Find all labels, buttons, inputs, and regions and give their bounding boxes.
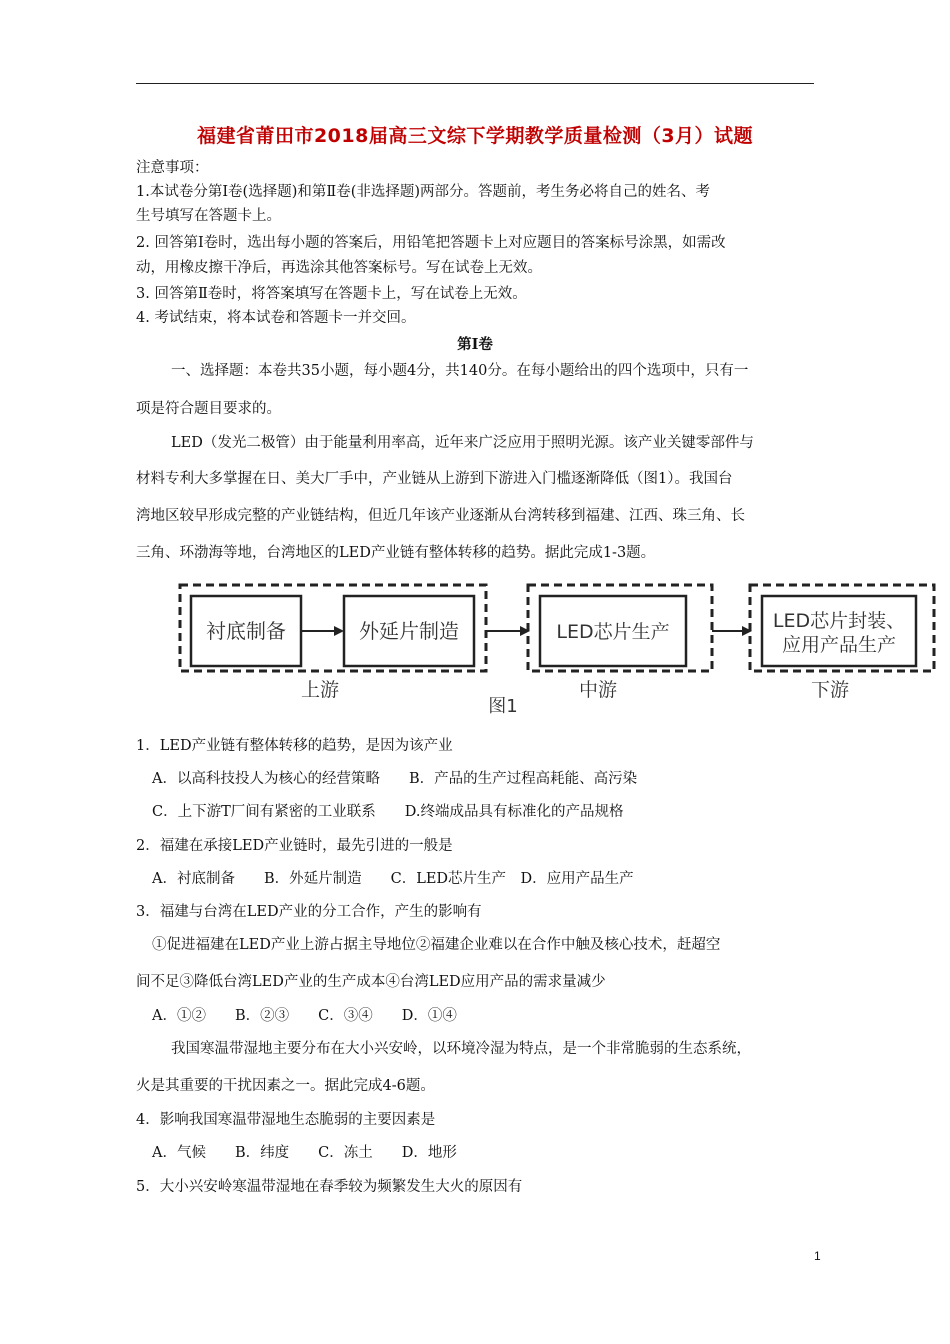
question-5: 5．大小兴安岭寒温带湿地在春季较为频繁发生大火的原因有 <box>136 1179 523 1195</box>
figure-caption: 图1 <box>488 696 518 717</box>
section-title: 第Ⅰ卷 <box>457 336 493 353</box>
box-epitaxy-label: 外延片制造 <box>359 619 459 643</box>
intro-line: 项是符合题目要求的。 <box>136 401 281 417</box>
note-line: 2. 回答第Ⅰ卷时，选出每小题的答案后，用铅笔把答题卡上对应题目的答案标号涂黑，如需改 <box>136 235 726 251</box>
industry-chain-figure <box>170 578 940 723</box>
box-packaging-label-2: 应用产品生产 <box>781 634 897 656</box>
note-line: 4. 考试结束，将本试卷和答题卡一并交回。 <box>136 310 416 326</box>
question-3-options: A．①② B．②③ C．③④ D．①④ <box>152 1008 457 1024</box>
question-3: 3．福建与台湾在LED产业的分工合作，产生的影响有 <box>136 904 482 920</box>
question-4-options: A．气候 B．纬度 C．冻土 D．地形 <box>152 1145 457 1161</box>
passage2-line: 我国寒温带湿地主要分布在大小兴安岭，以环境冷湿为特点，是一个非常脆弱的生态系统， <box>171 1041 751 1057</box>
question-3-statements-cont: 间不足③降低台湾LED产业的生产成本④台湾LED应用产品的需求量减少 <box>136 974 606 990</box>
note-line: 生号填写在答题卡上。 <box>136 208 281 224</box>
passage2-line: 火是其重要的干扰因素之一。据此完成4-6题。 <box>136 1078 435 1094</box>
box-led-chip-label: LED芯片生产 <box>556 621 670 643</box>
passage-line: 材料专利大多掌握在日、美大厂手中，产业链从上游到下游进入门槛逐渐降低（图1）。我国台 <box>136 471 733 487</box>
arrow-1-head <box>334 626 344 636</box>
question-2-options: A．衬底制备 B．外延片制造 C．LED芯片生产 D．应用产品生产 <box>152 871 634 887</box>
note-line: 动，用橡皮擦干净后，再选涂其他答案标号。写在试卷上无效。 <box>136 260 542 276</box>
question-1: 1．LED产业链有整体转移的趋势，是因为该产业 <box>136 738 453 754</box>
note-line: 3. 回答第Ⅱ卷时，将答案填写在答题卡上，写在试卷上无效。 <box>136 286 527 302</box>
question-1-options-cd: C．上下游T厂间有紧密的工业联系 D.终端成品具有标准化的产品规格 <box>152 804 624 820</box>
label-midstream: 中游 <box>578 679 618 701</box>
question-1-options-ab: A．以高科技投人为核心的经营策略 B．产品的生产过程高耗能、高污染 <box>152 771 638 787</box>
passage-line: 三角、环渤海等地，台湾地区的LED产业链有整体转移的趋势。据此完成1-3题。 <box>136 545 656 561</box>
intro-line: 一、选择题：本卷共35小题，每小题4分，共140分。在每小题给出的四个选项中，只有一 <box>171 363 749 379</box>
passage-line: 湾地区较早形成完整的产业链结构，但近几年该产业逐渐从台湾转移到福建、江西、珠三角、长 <box>136 508 745 524</box>
notes-heading: 注意事项： <box>136 160 209 176</box>
passage-line: LED（发光二极管）由于能量利用率高，近年来广泛应用于照明光源。该产业关键零部件与 <box>171 435 754 451</box>
document-title: 福建省莆田市2018届高三文综下学期教学质量检测（3月）试题 <box>196 125 754 147</box>
box-packaging-label-1: LED芯片封装、 <box>772 610 906 632</box>
question-2: 2．福建在承接LED产业链时，最先引进的一般是 <box>136 838 453 854</box>
question-3-statements: ①促进福建在LED产业上游占据主导地位②福建企业难以在合作中触及核心技术，赶超空 <box>152 937 721 953</box>
page-number: 1 <box>814 1249 821 1263</box>
question-4: 4．影响我国寒温带湿地生态脆弱的主要因素是 <box>136 1112 436 1128</box>
note-line: 1.本试卷分第Ⅰ卷(选择题)和第Ⅱ卷(非选择题)两部分。答题前，考生务必将自己的姓名、考 <box>136 184 711 200</box>
box-substrate-label: 衬底制备 <box>206 619 286 643</box>
header-rule <box>136 83 814 84</box>
label-upstream: 上游 <box>300 679 340 701</box>
label-downstream: 下游 <box>810 679 850 701</box>
